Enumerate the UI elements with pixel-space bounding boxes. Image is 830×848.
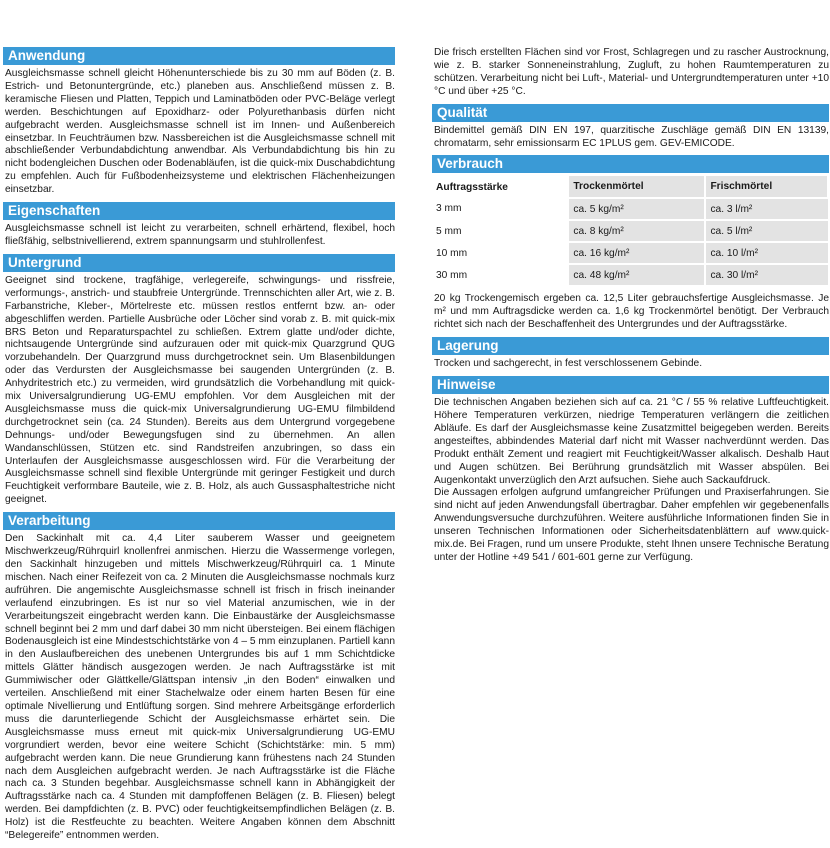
table-cell: ca. 16 kg/m² [569, 242, 705, 264]
left-column [3, 47, 395, 848]
table-cell: 30 mm [432, 264, 569, 286]
section-heading-verbrauch: Verbrauch [432, 155, 829, 173]
section-heading-untergrund: Untergrund [3, 254, 395, 272]
hinweise-paragraph: Die Aussagen erfolgen aufgrund umfangreicher Prüfungen und Praxiserfahrungen. Sie sind nicht auf jeden Anwendungsfall übertragbar. Daher empfehlen wir gegebenenfalls Anwendungsversuche durchzuführen. Weitere ausführliche Informationen finden Sie in unseren Technischen Informationen oder Sicherheitsdatenblättern auf www.quick-mix.de. Bei Fragen, rund um unsere Produkte, steht Ihnen unsere Technische Beratung unter der Hotline +49 541 / 601-601 gerne zur Verfügung. [434, 487, 829, 563]
column-header: Frischmörtel [705, 176, 828, 198]
section-heading-qualitaet: Qualität [432, 104, 829, 122]
section-heading-verarbeitung: Verarbeitung [3, 512, 395, 530]
table-cell: 5 mm [432, 220, 569, 242]
hinweise-paragraph: Die technischen Angaben beziehen sich auf ca. 21 °C / 55 % relative Luftfeuchtigkeit. Höhere Temperaturen verkürzen, niedrige Temperaturen verlängern die zeitlichen Abläufe. Es darf der Ausgleichsmasse keine Zusatzmittel beigegeben werden. Bereits angesteiftes, abbindendes Material darf nicht mit Wasser nachverdünnt werden. Das Produkt enthält Zement und reagiert mit Feuchtigkeit/Wasser alkalisch. Deshalb Haut und Augen schützen. Bei Berührung grundsätzlich mit Wasser abspülen. Bei Augenkontakt unverzüglich den Arzt aufsuchen. Siehe auch Sackaufdruck. [434, 397, 829, 486]
table-row [432, 220, 828, 242]
table-cell: ca. 5 l/m² [705, 220, 828, 242]
table-cell: ca. 8 kg/m² [569, 220, 705, 242]
section-text-anwendung: Ausgleichsmasse schnell gleicht Höhenunterschiede bis zu 30 mm auf Böden (z. B. Estrich- und Betonuntergründe, etc.) planeben aus. Anschließend müssen z. B. keramische Fliesen und Platten, Teppich und Laminatböden oder PVC-Beläge verlegt werden. Beschichtungen auf Epoxidharz- oder Polyurethanbasis dürfen nicht aufgebracht werden. Ausgleichsmasse schnell ist im Innen- und Außenbereich einsetzbar. In Feuchträumen bzw. Nassbereichen ist die Ausgleichsmasse schnell mit abschließender Verbundabdichtung anwendbar. Als Verbundabdichtung bis hin zu nicht bodengleichen Duschen oder Bodenabläufen, ist die quick-mix Duschabdichtung zu empfehlen. Auch für Fußbodenheizsysteme und elektrischen Flächenheizungen einsetzbar. [5, 68, 395, 196]
column-header: Auftragsstärke [436, 181, 508, 193]
table-cell: ca. 10 l/m² [705, 242, 828, 264]
section-heading-lagerung: Lagerung [432, 337, 829, 355]
table-row [432, 198, 828, 220]
table-row [432, 264, 828, 286]
section-heading-hinweise: Hinweise [432, 376, 829, 394]
section-heading-eigenschaften: Eigenschaften [3, 202, 395, 220]
table-cell: 3 mm [432, 198, 569, 220]
section-text-untergrund: Geeignet sind trockene, tragfähige, verlegereife, schwingungs- und rissfreie, verformungs-, anstrich- und staubfreie Untergründe. Trennschichten aller Art, wie z. B. Farbanstriche, Kleber-, Mörtelreste etc. müssen restlos entfernt bzw. an- oder abgeschliffen werden. Partielle Ausbrüche oder Löcher sind vorab z. B. mit quick-mix BRS Beton und Reparaturspachtel zu schließen. Extrem glatte und/oder dichte, nichtsaugende Untergründe sind aufzurauen oder mit quick-mix Quarzgrund QUG vorzubehandeln. Der Quarzgrund muss durchgetrocknet sein. Um Blasenbildungen oder das Verdursten der Ausgleichsmasse bei saugenden Untergründen (z. B. Anhydritestrich etc.) zu vermeiden, wird grundsätzlich die Vorbehandlung mit quick-mix Universalgrundierung UG-EMU empfohlen. Vor dem Ausgleichen mit der Ausgleichsmasse muss die quick-mix Universalgrundierung UG-EMU filmbildend durchgetrocknet sein (ca. 24 Stunden). Bereits aus dem Untergrund vorgegebene Dehnungs- und/oder Bewegungsfugen sind zu übernehmen. An allen Wandanschlüssen, Stützen etc. sind Randstreifen anzubringen, so dass ein Unterlaufen der Ausgleichsmasse ausgeschlossen wird. Für die Verarbeitung der Ausgleichsmasse schnell sind flexible Untergründe mit geringer Festigkeit und durch Feuchtigkeit verformbare Bauteile, wie z. B. Holz, als auch Gussasphaltestriche nicht geeignet. [5, 274, 395, 506]
section-text-verarbeitung: Den Sackinhalt mit ca. 4,4 Liter sauberem Wasser und geeignetem Mischwerkzeug/Rührquirl knollenfrei anmischen. Hierzu die Wassermenge vorlegen, den Sackinhalt hinzugeben und mittels Mischwerkzeug/Rührquirl ca. 1 Minute mischen. Nach einer Reifezeit von ca. 2 Minuten die Ausgleichsmasse nochmals kurz aufrühren. Die angemischte Ausgleichsmasse schnell ist frisch in frisch ineinander verlaufend einzubringen. Es ist nur so viel Material anzumischen, wie in der Verarbeitungszeit eingebracht werden kann. Die Einbaustärke der Ausgleichsmasse schnell beginnt bei 2 mm und darf dabei 30 mm nicht übersteigen. Bei einem flächigen Bodenausgleich ist eine Mindestschichtstärke von 4 – 5 mm einzuplanen. Partiell kann in den Auslaufbereichen des unebenen Untergrundes bis auf 1 mm Schichtdicke mittels Glätter händisch ausgezogen werden. Je nach Auftragsstärke ist mit Gummiwischer oder Glättkelle/Glättspan intensiv „in den Boden“ einwalken und verteilen. Anschließend mit einer Stachelwalze oder einem harten Besen für eine optimale Nivellierung und Entlüftung sorgen. Sind mehrere Arbeitsgänge erforderlich muss die darunterliegende Schicht der Ausgleichsmasse erhärtet sein. Die Ausgleichsmasse muss erneut mit quick-mix Universalgrundierung UG-EMU vorgrundiert werden, bevor eine weitere Schicht (Schichtstärke: min. 5 mm) aufgebracht werden kann. Die neue Grundierung kann frühestens nach 24 Stunden nach dem Ausgleichen aufgebracht werden. Je nach Auftragsstärke ist die Fläche nach ca. 3 Stunden begehbar. Ausgleichsmasse schnell kann in Abhängigkeit der Auftragsstärke nach ca. 4 Stunden mit dampfoffenen Belägen (z. B. Fliesen) belegt werden. Bei dampfdichten (z. B. PVC) oder feuchtigkeitsempfindlichen Belägen (z. B. Holz) ist die Restfeuchte zu beachten. Weitere Angaben können dem Abschnitt “Belegereife” entnommen werden. [5, 533, 395, 842]
section-heading-anwendung: Anwendung [3, 47, 395, 65]
column-header: Trockenmörtel [569, 176, 705, 198]
table-cell: ca. 30 l/m² [705, 264, 828, 286]
section-text-lagerung: Trocken und sachgerecht, in fest verschlossenem Gebinde. [434, 358, 703, 370]
table-cell: ca. 48 kg/m² [569, 264, 705, 286]
table-header-row [432, 176, 828, 198]
table-cell: ca. 5 kg/m² [569, 198, 705, 220]
table-cell: ca. 3 l/m² [705, 198, 828, 220]
consumption-table [432, 176, 829, 287]
consumption-note: 20 kg Trockengemisch ergeben ca. 12,5 Liter gebrauchsfertige Ausgleichsmasse. Je m² und mm Auftragsdicke werden ca. 1,6 kg Trockenmörtel benötigt. Der Verbrauch richtet sich nach der Beschaffenheit des Untergrundes und der Auftragsstärke. [434, 293, 829, 331]
section-text-hinweise [434, 397, 829, 565]
section-text-eigenschaften: Ausgleichsmasse schnell ist leicht zu verarbeiten, schnell erhärtend, flexibel, hoch fließfähig, selbstnivellierend, extrem spannungsarm und stuhlrollenfest. [5, 223, 395, 247]
section-text-qualitaet: Bindemittel gemäß DIN EN 197, quarzitische Zuschläge gemäß DIN EN 13139, chromatarm, sehr emissionsarm EC 1PLUS gem. GEV-EMICODE. [434, 124, 829, 149]
table-cell: 10 mm [432, 242, 569, 264]
right-column [432, 47, 829, 570]
table-row [432, 242, 828, 264]
section-text-intro: Die frisch erstellten Flächen sind vor Frost, Schlagregen und zu rascher Austrocknung, wie z. B. starker Sonneneinstrahlung, Zugluft, zu hohen Raumtemperaturen zu schützen. Verarbeitung nicht bei Luft-, Material- und Untergrundtemperaturen unter +10 °C und über +25 °C. [434, 47, 829, 97]
